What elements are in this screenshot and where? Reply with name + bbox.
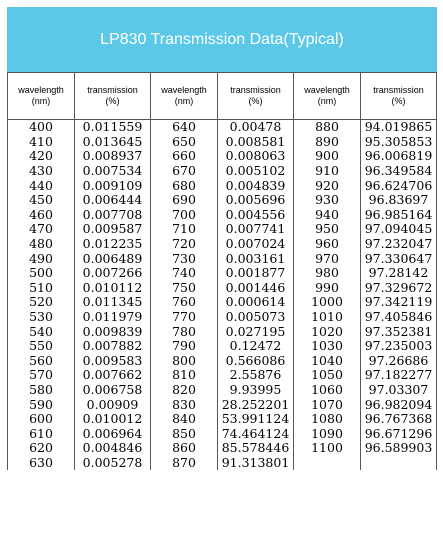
wavelength-cell: 930 [294,193,361,208]
transmission-cell: 96.982094 [361,397,437,412]
wavelength-cell: 900 [294,149,361,164]
wavelength-cell: 980 [294,266,361,281]
wavelength-cell: 810 [151,368,218,383]
header-transmission-3: transmission (%) [361,73,437,120]
transmission-cell: 0.011979 [75,310,151,325]
wavelength-cell: 410 [8,135,75,150]
wavelength-cell: 970 [294,251,361,266]
table-row [8,368,437,383]
wavelength-cell: 1050 [294,368,361,383]
wavelength-cell: 870 [151,456,218,471]
wavelength-cell: 570 [8,368,75,383]
wavelength-cell: 700 [151,208,218,223]
table-row [8,310,437,325]
transmission-cell: 0.005696 [218,193,294,208]
transmission-cell: 97.329672 [361,281,437,296]
transmission-cell: 28.252201 [218,397,294,412]
wavelength-cell: 670 [151,164,218,179]
table-row [8,295,437,310]
transmission-cell: 0.005073 [218,310,294,325]
table-title: LP830 Transmission Data(Typical) [7,7,437,72]
wavelength-cell: 610 [8,426,75,441]
transmission-cell: 0.009587 [75,222,151,237]
transmission-cell: 0.007024 [218,237,294,252]
table-row [8,412,437,427]
transmission-cell: 96.83697 [361,193,437,208]
wavelength-cell: 860 [151,441,218,456]
wavelength-cell: 440 [8,178,75,193]
transmission-cell: 0.010012 [75,412,151,427]
transmission-cell: 0.011345 [75,295,151,310]
transmission-cell: 85.578446 [218,441,294,456]
table-row [8,456,437,471]
wavelength-cell: 760 [151,295,218,310]
transmission-cell: 0.008581 [218,135,294,150]
wavelength-cell: 450 [8,193,75,208]
transmission-cell: 97.330647 [361,251,437,266]
header-row [8,73,437,120]
wavelength-cell: 730 [151,251,218,266]
wavelength-cell: 540 [8,324,75,339]
wavelength-cell: 830 [151,397,218,412]
wavelength-cell: 960 [294,237,361,252]
wavelength-cell [294,456,361,471]
transmission-cell: 0.007741 [218,222,294,237]
wavelength-cell: 880 [294,120,361,135]
wavelength-cell: 940 [294,208,361,223]
table-row [8,135,437,150]
wavelength-cell: 1070 [294,397,361,412]
transmission-cell: 96.349584 [361,164,437,179]
wavelength-cell: 680 [151,178,218,193]
table-row [8,149,437,164]
transmission-cell: 0.012235 [75,237,151,252]
wavelength-cell: 420 [8,149,75,164]
header-transmission-2: transmission (%) [218,73,294,120]
transmission-cell: 91.313801 [218,456,294,471]
table-row [8,441,437,456]
wavelength-cell: 720 [151,237,218,252]
transmission-cell: 53.991124 [218,412,294,427]
wavelength-cell: 820 [151,383,218,398]
transmission-cell: 0.009583 [75,354,151,369]
transmission-cell: 97.342119 [361,295,437,310]
transmission-cell: 97.232047 [361,237,437,252]
transmission-cell: 0.006964 [75,426,151,441]
wavelength-cell: 580 [8,383,75,398]
transmission-cell: 2.55876 [218,368,294,383]
table-row [8,193,437,208]
table-row [8,178,437,193]
wavelength-cell: 850 [151,426,218,441]
transmission-cell: 0.006758 [75,383,151,398]
transmission-cell: 0.007662 [75,368,151,383]
transmission-cell: 0.00909 [75,397,151,412]
transmission-cell: 0.00478 [218,120,294,135]
transmission-cell: 96.985164 [361,208,437,223]
wavelength-cell: 1090 [294,426,361,441]
transmission-cell: 0.005278 [75,456,151,471]
transmission-cell: 97.182277 [361,368,437,383]
wavelength-cell: 710 [151,222,218,237]
wavelength-cell: 950 [294,222,361,237]
transmission-cell: 97.26686 [361,354,437,369]
wavelength-cell: 500 [8,266,75,281]
table-row [8,383,437,398]
wavelength-cell: 530 [8,310,75,325]
table-row [8,120,437,135]
wavelength-cell: 910 [294,164,361,179]
wavelength-cell: 590 [8,397,75,412]
transmission-cell: 0.566086 [218,354,294,369]
wavelength-cell: 920 [294,178,361,193]
wavelength-cell: 520 [8,295,75,310]
transmission-cell: 97.03307 [361,383,437,398]
wavelength-cell: 620 [8,441,75,456]
wavelength-cell: 1080 [294,412,361,427]
transmission-cell: 0.007882 [75,339,151,354]
transmission-cell: 96.767368 [361,412,437,427]
wavelength-cell: 650 [151,135,218,150]
wavelength-cell: 890 [294,135,361,150]
table-row [8,426,437,441]
transmission-cell: 0.007708 [75,208,151,223]
transmission-cell: 0.004556 [218,208,294,223]
table-row [8,222,437,237]
wavelength-cell: 750 [151,281,218,296]
transmission-cell: 0.013645 [75,135,151,150]
table-row [8,237,437,252]
transmission-cell: 0.008063 [218,149,294,164]
table-row [8,324,437,339]
wavelength-cell: 1000 [294,295,361,310]
wavelength-cell: 490 [8,251,75,266]
transmission-cell: 96.624706 [361,178,437,193]
table-row [8,397,437,412]
transmission-cell: 0.009109 [75,178,151,193]
transmission-table [7,72,437,470]
transmission-cell: 0.004839 [218,178,294,193]
wavelength-cell: 740 [151,266,218,281]
transmission-cell: 0.011559 [75,120,151,135]
transmission-cell: 0.005102 [218,164,294,179]
transmission-cell: 0.001446 [218,281,294,296]
transmission-cell: 96.671296 [361,426,437,441]
table-row [8,208,437,223]
transmission-cell: 94.019865 [361,120,437,135]
transmission-cell: 97.235003 [361,339,437,354]
transmission-cell: 97.405846 [361,310,437,325]
wavelength-cell: 470 [8,222,75,237]
transmission-cell: 0.003161 [218,251,294,266]
transmission-cell [361,456,437,471]
wavelength-cell: 460 [8,208,75,223]
header-transmission-1: transmission (%) [75,73,151,120]
wavelength-cell: 840 [151,412,218,427]
wavelength-cell: 660 [151,149,218,164]
wavelength-cell: 790 [151,339,218,354]
transmission-cell: 95.305853 [361,135,437,150]
table-row [8,354,437,369]
transmission-cell: 97.352381 [361,324,437,339]
wavelength-cell: 560 [8,354,75,369]
wavelength-cell: 1060 [294,383,361,398]
wavelength-cell: 550 [8,339,75,354]
table-row [8,164,437,179]
wavelength-cell: 630 [8,456,75,471]
transmission-cell: 97.094045 [361,222,437,237]
transmission-cell: 0.12472 [218,339,294,354]
table-row [8,251,437,266]
wavelength-cell: 400 [8,120,75,135]
transmission-cell: 0.010112 [75,281,151,296]
wavelength-cell: 1100 [294,441,361,456]
wavelength-cell: 430 [8,164,75,179]
wavelength-cell: 1020 [294,324,361,339]
transmission-cell: 0.027195 [218,324,294,339]
transmission-cell: 0.007534 [75,164,151,179]
header-wavelength-2: wavelength (nm) [151,73,218,120]
wavelength-cell: 480 [8,237,75,252]
wavelength-cell: 780 [151,324,218,339]
wavelength-cell: 770 [151,310,218,325]
transmission-cell: 0.009839 [75,324,151,339]
transmission-cell: 9.93995 [218,383,294,398]
transmission-cell: 74.464124 [218,426,294,441]
transmission-cell: 0.006489 [75,251,151,266]
wavelength-cell: 640 [151,120,218,135]
transmission-cell: 0.004846 [75,441,151,456]
header-wavelength-3: wavelength (nm) [294,73,361,120]
transmission-cell: 96.006819 [361,149,437,164]
wavelength-cell: 600 [8,412,75,427]
table-row [8,339,437,354]
transmission-cell: 0.000614 [218,295,294,310]
transmission-cell: 0.007266 [75,266,151,281]
wavelength-cell: 1030 [294,339,361,354]
table-body [8,120,437,471]
wavelength-cell: 510 [8,281,75,296]
transmission-cell: 97.28142 [361,266,437,281]
transmission-cell: 0.001877 [218,266,294,281]
wavelength-cell: 1010 [294,310,361,325]
wavelength-cell: 990 [294,281,361,296]
header-wavelength-1: wavelength (nm) [8,73,75,120]
wavelength-cell: 1040 [294,354,361,369]
table-row [8,266,437,281]
wavelength-cell: 800 [151,354,218,369]
transmission-cell: 0.006444 [75,193,151,208]
table-row [8,281,437,296]
transmission-cell: 96.589903 [361,441,437,456]
transmission-cell: 0.008937 [75,149,151,164]
wavelength-cell: 690 [151,193,218,208]
